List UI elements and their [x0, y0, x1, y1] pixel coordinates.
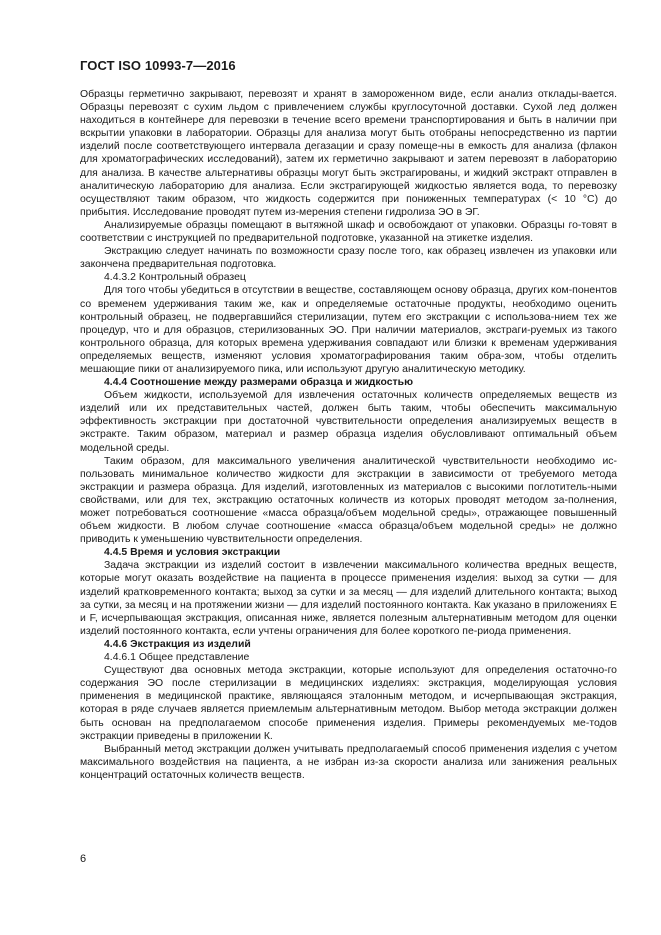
page-number: 6: [80, 853, 87, 865]
paragraph-extraction-task: Задача экстракции из изделий состоит в извлечении максимального количества вредных веществ, которые могут оказать воздействие на пациента в процессе применения изделия: выход за сутки — для изделий кратковременного контакта; выход за сутки и за месяц — для изделий длительного контакта; выход за сутки, за месяц и на протяжении жизни — для изделий постоянного контакта. Как указано в приложениях Е и F, исчерпывающая экстракция, описанная ниже, является полезным альтернативным методом для оценки изделий постоянного контакта, если учтены ограничения для более короткого пе-риода применения.: [80, 560, 617, 637]
section-heading-4-4-5: 4.4.5 Время и условия экстракции: [104, 547, 281, 559]
paragraph-fluid-volume: Объем жидкости, используемой для извлечения остаточных количеств определяемых веществ из изделий или их представительных частей, должен быть таким, чтобы обеспечить максимальную эффективность экстракции при достаточной чувствительности определения анализируемых веществ в экстракте. Таким образом, материал и размер образца изделия обусловливают оптимальный объем модельной среды.: [80, 390, 617, 454]
paragraph-unpacking: Анализируемые образцы помещают в вытяжной шкаф и освобождают от упаковки. Образцы го-товят в соответствии с инструкцией по предварительной подготовке, указанной на этикетке изделия.: [80, 219, 617, 245]
paragraph-extraction-methods: Существуют два основных метода экстракции, которые используют для определения остаточно-го содержания ЭО после стерилизации в медицинских изделиях: экстракция, моделирующая условия применения в медицинской практике, являющаяся эталонным методом, и исчерпывающая экстракция, которая в ряде случаев является приемлемым альтернативным методом. Выбор метода экстракции должен быть основан на предполагаемом способе применения изделия. Примеры рекомендуемых ме-тодов экстракции приведены в приложении К.: [80, 665, 617, 742]
paragraph-sensitivity: Таким образом, для максимального увеличения аналитической чувствительности необходимо ис-пользовать минимальное количество жидкости для экстракции в зависимости от требуемого метода экстракции и размера образца. Для изделий, изготовленных из материалов с высокими поглотитель-ными свойствами, или для тех, экстракцию остаточных количеств из которых проводят методом за-полнения, может потребоваться соотношение «масса образца/объем модельной среды», отражающее повышенный объем жидкости. В любом случае соотношение «масса образца/объем модельной среды» не должно приводить к уменьшению чувствительности определения.: [80, 455, 617, 546]
document-body: [80, 88, 617, 782]
paragraph-transport: Образцы герметично закрывают, перевозят и хранят в замороженном виде, если анализ отклады-вается. Образцы перевозят с сухим льдом с привлечением службы круглосуточной доставки. Сухой лед должен находиться в контейнере для перевозки в течение всего времени транспортирования и быть в наличии при вскрытии упаковки в лаборатории. Образцы для анализа могут быть отобраны непосредственно из партии изделий после соответствующего интервала дегазации и сразу помеще-ны в емкость для анализа (флакон для хроматографических исследований), затем их герметично закрывают и затем перевозят в лабораторию для анализа. В качестве альтернативы образцы могут быть экстрагированы, и жидкий экстракт отправлен в аналитическую лабораторию для анализа. Если экстрагирующей жидкостью является вода, то перевозку осуществляют таким образом, что жидкость содержится при пониженных температурах (< 10 °С) до прибытия. Исследование проводят путем из-мерения степени гидролиза ЭО в ЭГ.: [80, 89, 617, 218]
document-header: ГОСТ ISO 10993-7—2016: [80, 58, 236, 73]
paragraph-extraction-start: Экстракцию следует начинать по возможности сразу после того, как образец извлечен из упаковки или закончена предварительная подготовка.: [80, 246, 617, 271]
section-heading-4-4-4: 4.4.4 Соотношение между размерами образца и жидкостью: [104, 377, 413, 389]
paragraph-control-sample: Для того чтобы убедиться в отсутствии в веществе, составляющем основу образца, других ком-понентов со временем удерживания таким же, как и определяемые остаточные продукты, необходимо оценить контрольный образец, не подвергавшийся стерилизации, путем его экстракции с использова-нием тех же процедур, что и для образцов, стерилизованных ЭО. При наличии материалов, экстраги-руемых из такого контрольного образца, для которых времена удерживания совпадают или близки к временам удерживания определяемых веществ, изменяют условия хроматографирования таким обра-зом, чтобы отделить мешающие пики от анализируемого пика, или используют другую аналитическую методику.: [80, 285, 617, 375]
subsection-heading-4-4-3-2: 4.4.3.2 Контрольный образец: [104, 272, 246, 284]
subsection-heading-4-4-6-1: 4.4.6.1 Общее представление: [104, 652, 250, 664]
paragraph-method-choice: Выбранный метод экстракции должен учитывать предполагаемый способ применения изделия с учетом максимального воздействия на пациента, а не избран из-за скорости анализа или занижения реальных концентраций остаточных количеств веществ.: [80, 743, 617, 781]
section-heading-4-4-6: 4.4.6 Экстракция из изделий: [104, 638, 251, 650]
